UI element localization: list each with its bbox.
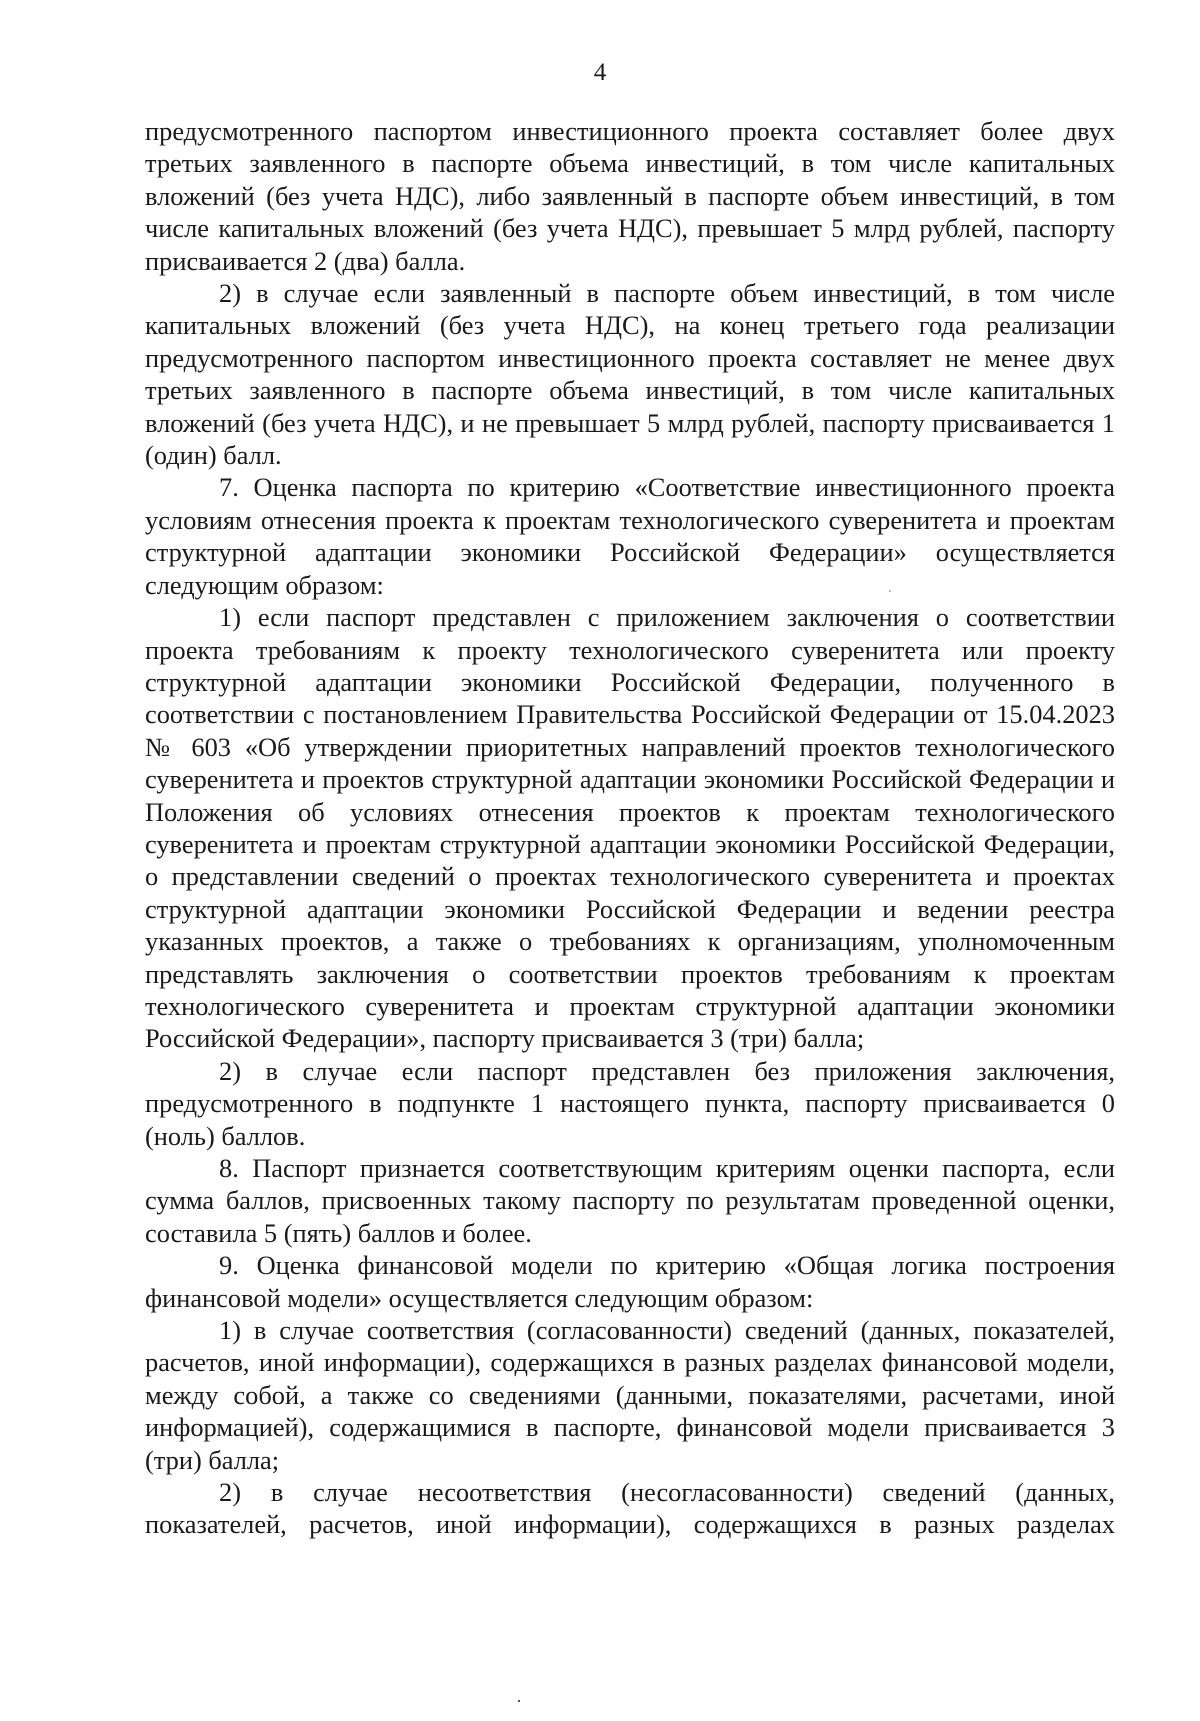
page-number: 4 bbox=[593, 59, 607, 86]
paragraph-continuation: предусмотренного паспортом инвестиционного проекта составляет более двух третьих заявленного в паспорте объема инвестиций, в том числе капитальных вложений (без учета НДС), либо заявленный в паспорте объем инвестиций, в том числе капитальных вложений (без учета НДС), превышает 5 млрд рублей, паспорту присваивается 2 (два) балла. bbox=[145, 116, 1115, 276]
document-body bbox=[145, 115, 1115, 1541]
paragraph-item-9-subitem-1: 1) в случае соответствия (согласованности) сведений (данных, показателей, расчетов, иной информации), содержащихся в разных разделах финансовой модели, между собой, а также со сведениями (данными, показателями, расчетами, иной информацией), содержащимися в паспорте, финансовой модели присваивается 3 (три) балла; bbox=[145, 1315, 1115, 1475]
paragraph-subitem-2: 2) в случае если заявленный в паспорте объем инвестиций, в том числе капитальных вложений (без учета НДС), на конец третьего года реализации предусмотренного паспортом инвестиционного проекта составляет не менее двух третьих заявленного в паспорте объема инвестиций, в том числе капитальных вложений (без учета НДС), и не превышает 5 млрд рублей, паспорту присваивается 1 (один) балл. bbox=[145, 278, 1115, 471]
paragraph-item-8: 8. Паспорт признается соответствующим критериям оценки паспорта, если сумма баллов, присвоенных такому паспорту по результатам проведенной оценки, составила 5 (пять) баллов и более. bbox=[145, 1153, 1115, 1248]
paragraph-item-9: 9. Оценка финансовой модели по критерию «Общая логика построения финансовой модели» осуществляется следующим образом: bbox=[145, 1250, 1115, 1313]
scan-mark bbox=[518, 1700, 520, 1702]
paragraph-item-7-subitem-1: 1) если паспорт представлен с приложением заключения о соответствии проекта требованиям к проекту технологического суверенитета или проекту структурной адаптации экономики Российской Федерации, полученного в соответствии с постановлением Правительства Российской Федерации от 15.04.2023 № 603 «Об утверждении приоритетных направлений проектов технологического суверенитета и проектов структурной адаптации экономики Российской Федерации и Положения об условиях отнесения проектов к проектам технологического суверенитета и проектам структурной адаптации экономики Российской Федерации, о представлении сведений о проектах технологического суверенитета и проектах структурной адаптации экономики Российской Федерации и ведении реестра указанных проектов, а также о требованиях к организациям, уполномоченным представлять заключения о соответствии проектов требованиям к проектам технологического суверенитета и проектам структурной адаптации экономики Российской Федерации», паспорту присваивается 3 (три) балла; bbox=[145, 602, 1115, 1054]
scan-speck bbox=[889, 590, 891, 592]
paragraph-item-9-subitem-2: 2) в случае несоответствия (несогласованности) сведений (данных, показателей, расчетов, иной информации), содержащихся в разных разделах bbox=[145, 1477, 1115, 1540]
paragraph-item-7-subitem-2: 2) в случае если паспорт представлен без приложения заключения, предусмотренного в подпункте 1 настоящего пункта, паспорту присваивается 0 (ноль) баллов. bbox=[145, 1055, 1115, 1151]
paragraph-item-7: 7. Оценка паспорта по критерию «Соответствие инвестиционного проекта условиям отнесения проекта к проектам технологического суверенитета и проектам структурной адаптации экономики Российской Федерации» осуществляется следующим образом: bbox=[145, 472, 1115, 600]
